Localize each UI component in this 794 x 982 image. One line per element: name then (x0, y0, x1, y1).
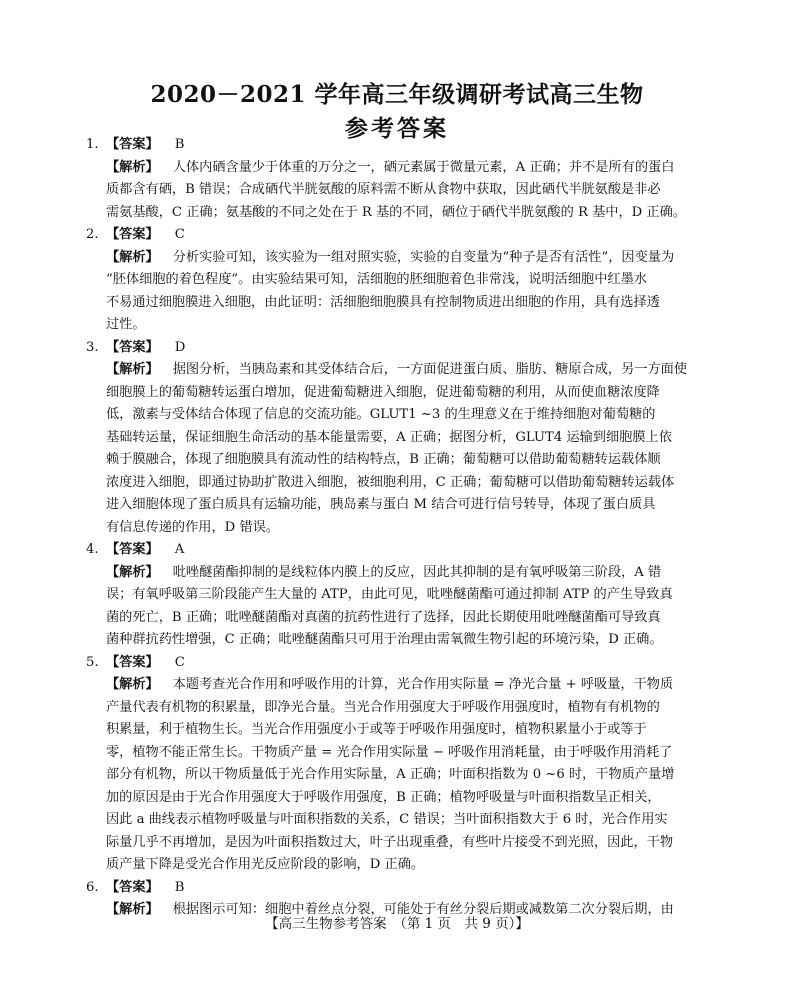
question-number: 4. (86, 542, 99, 557)
explanation-line: 有信息传递的作用，D 错误。 (106, 519, 280, 535)
explanation-line: 细胞膜上的葡萄糖转运蛋白增加，促进葡萄糖进入细胞，促进葡萄糖的利用，从而使血糖浓度降 (106, 384, 660, 400)
answer-letter: C (174, 227, 185, 242)
explanation-line: 际量几乎不再增加，是因为叶面积指数过大，叶子出现重叠，有些叶片接受不到光照，因此，干物 (106, 834, 674, 850)
explanation-tag: 【解析】 (106, 902, 159, 917)
question-number: 3. (86, 339, 99, 355)
answer-row (86, 337, 708, 360)
explanation-text: 本题考查光合作用和呼吸作用的计算，光合作用实际量 = 净光合量 + 呼吸量，干物质 (172, 677, 674, 692)
explanation-line: 菌种群抗药性增强，C 正确；吡唑醚菌酯只可用于治理由需氧微生物引起的环境污染，D 正确。 (106, 632, 663, 647)
explanation-text: 据图分析，当胰岛素和其受体结合后，一方面促进蛋白质、脂肪、糖原合成，另一方面使 (172, 362, 688, 377)
answer-row (86, 652, 708, 675)
explanation-tag: 【解析】 (106, 249, 159, 265)
answer-row (86, 539, 708, 562)
explanation-block (86, 247, 708, 337)
question-number: 1. (86, 137, 99, 152)
explanation-line (86, 247, 708, 270)
explanation-tag: 【解析】 (106, 677, 159, 692)
explanation-line (86, 359, 708, 382)
explanation-line: 质产量下降是受光合作用光反应阶段的影响，D 正确。 (106, 857, 425, 872)
explanation-text: 人体内硒含量少于体重的万分之一，硒元素属于微量元素，A 正确；并不是所有的蛋白 (172, 159, 675, 175)
answer-tag: 【答案】 (106, 879, 159, 895)
explanation-tag: 【解析】 (106, 564, 159, 580)
answer-letter: A (174, 542, 185, 557)
explanation-line (86, 157, 708, 180)
explanation-line: 质都含有硒，B 错误；合成硒代半胱氨酸的原料需不断从食物中获取，因此硒代半胱氨酸是非必 (106, 182, 661, 197)
explanation-text: 根据图示可知：细胞中着丝点分裂，可能处于有丝分裂后期或减数第二次分裂后期，由 (172, 902, 674, 917)
explanation-tag: 【解析】 (106, 159, 159, 175)
answer-tag: 【答案】 (106, 137, 159, 152)
page-footer: 【高三生物参考答案 （第 1 页 共 9 页）】 (265, 916, 529, 932)
answer-letter: B (174, 879, 185, 895)
explanation-line: 进入细胞体现了蛋白质具有运输功能，胰岛素与蛋白 M 结合可进行信号转导，体现了蛋白质具 (106, 497, 656, 512)
answer-tag: 【答案】 (106, 227, 159, 242)
explanation-line: 部分有机物，所以干物质量低于光合作用实际量，A 正确；叶面积指数为 0 ~6 时，干物质产量增 (106, 767, 675, 782)
explanation-line (86, 562, 708, 585)
explanation-line: 菌的死亡，B 正确；吡唑醚菌酯对真菌的抗药性进行了选择，因此长期使用吡唑醚菌酯可导致真 (106, 609, 661, 625)
answer-letter: C (174, 654, 185, 670)
explanation-line: 加的原因是由于光合作用强度大于呼吸作用强度，B 正确；植物呼吸量与叶面积指数呈正相关， (106, 789, 661, 805)
explanation-line: 不易通过细胞膜进入细胞，由此证明：活细胞细胞膜具有控制物质进出细胞的作用，具有选择透 (106, 294, 660, 310)
question-number: 6. (86, 879, 99, 895)
answer-list (86, 134, 708, 922)
explanation-block (86, 674, 708, 877)
explanation-line: 零，植物不能正常生长。干物质产量 = 光合作用实际量 − 呼吸作用消耗量，由于呼吸作用消耗了 (106, 744, 673, 760)
explanation-block (86, 359, 708, 539)
question-number: 5. (86, 654, 99, 670)
explanation-line: 产量代表有机物的积累量，即净光合量。当光合作用强度大于呼吸作用强度时，植物有有机物的 (106, 699, 660, 715)
explanation-line: 浓度进入细胞，即通过协助扩散进入细胞，被细胞利用，C 正确；葡萄糖可以借助葡萄糖转运载体 (106, 474, 675, 490)
explanation-block (86, 562, 708, 652)
answer-letter: D (174, 339, 186, 355)
explanation-line: 基础转运量，保证细胞生命活动的基本能量需要，A 正确；据图分析，GLUT4 运输到细胞膜上依 (106, 429, 672, 445)
explanation-line: 低，激素与受体结合体现了信息的交流功能。GLUT1 ~3 的生理意义在于维持细胞对葡萄糖的 (106, 407, 656, 422)
explanation-line: 需氨基酸，C 正确；氨基酸的不同之处在于 R 基的不同，硒位于硒代半胱氨酸的 R 基中，D 正确。 (106, 204, 686, 220)
answer-row (86, 134, 708, 157)
explanation-line: 积累量，利于植物生长。当光合作用强度小于或等于呼吸作用强度时，植物积累量小于或等于 (106, 722, 647, 737)
answer-row (86, 224, 708, 247)
explanation-line (86, 674, 708, 697)
answer-tag: 【答案】 (106, 339, 159, 355)
answer-row (86, 877, 708, 900)
explanation-line: 误；有氧呼吸第三阶段能产生大量的 ATP，由此可见，吡唑醚菌酯可通过抑制 ATP 的产生导致真 (106, 587, 673, 602)
explanation-tag: 【解析】 (106, 362, 159, 377)
document-title: 2020－2021 学年高三年级调研考试高三生物 (150, 81, 644, 108)
explanation-text: 分析实验可知，该实验为一组对照实验，实验的自变量为“种子是否有活性”，因变量为 (172, 249, 675, 265)
answer-tag: 【答案】 (106, 542, 159, 557)
document-subtitle: 参考答案 (345, 115, 449, 142)
question-number: 2. (86, 227, 99, 242)
explanation-line: 因此 a 曲线表示植物呼吸量与叶面积指数的关系，C 错误；当叶面积指数大于 6 时，光合作用实 (106, 812, 668, 827)
explanation-line: 赖于膜融合，体现了细胞膜具有流动性的结构特点，B 正确；葡萄糖可以借助葡萄糖转运载体顺 (106, 452, 661, 467)
answer-letter: B (174, 137, 185, 152)
explanation-line: “胚体细胞的着色程度”。由实验结果可知，活细胞的胚细胞着色非常浅，说明活细胞中红墨水 (106, 272, 647, 287)
explanation-line: 过性。 (106, 317, 146, 332)
explanation-text: 吡唑醚菌酯抑制的是线粒体内膜上的反应，因此其抑制的是有氧呼吸第三阶段，A 错 (172, 564, 662, 580)
explanation-block (86, 157, 708, 225)
answer-tag: 【答案】 (106, 654, 159, 670)
